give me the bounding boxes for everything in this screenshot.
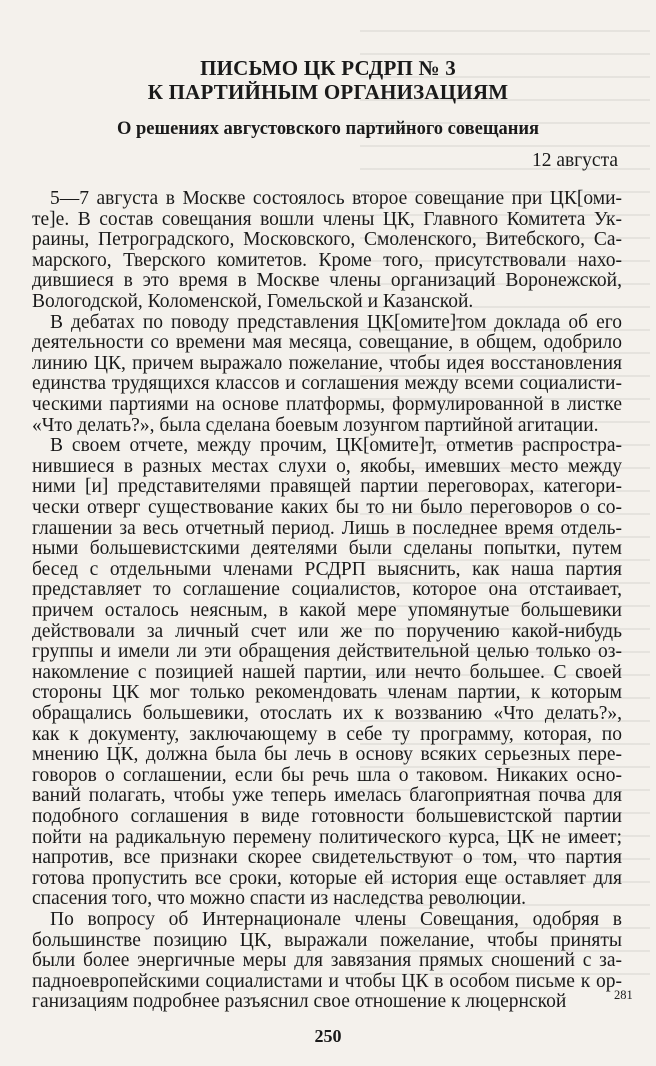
text-line: ганизациям подробнее разъяснил свое отношение к люцернской [32, 992, 567, 1013]
text-line: В дебатах по поводу представления ЦК[омите]том доклада об его [50, 312, 622, 333]
text-line: причем осталось неясным, в какой мере упомянутые большевики [32, 601, 622, 621]
document-subtitle: О решениях августовского партийного совещания [116, 119, 540, 139]
text-line: ческими партиями на основе платформы, формулированной в листке [32, 395, 622, 415]
text-line: представляет то соглашение социалистов, которое она отстаивает, [32, 580, 622, 601]
text-line: Вологодской, Коломенской, Гомельской и Казанской. [32, 292, 474, 312]
text-line: единства трудящихся классов и соглашения между всеми социалисти- [32, 374, 622, 395]
document-title-line-1: ПИСЬМО ЦК РСДРП № 3 [200, 56, 456, 80]
text-line: По вопросу об Интернационале члены Совещания, одобряя в [50, 910, 622, 930]
text-line: глашении за весь отчетный период. Лишь в последнее время отдель- [32, 518, 622, 539]
text-line: деятельности со времени мая месяца, совещание, в общем, одобрило [32, 333, 622, 354]
text-line: В своем отчете, между прочим, ЦК[омите]т, отметив распростра- [50, 436, 622, 457]
text-line: ваний полагать, чтобы уже теперь имелась благоприятная почва для [32, 786, 622, 807]
text-line: накомление с позицией нашей партии, или нечто большее. С своей [32, 662, 622, 683]
text-line: обращались большевики, отослать их к воззванию «Что делать?», [32, 704, 622, 724]
text-line: как к документу, заключающему в себе ту программу, которая, по [32, 724, 622, 745]
text-line: дившиеся в это время в Москве члены организаций Воронежской, [32, 271, 622, 292]
text-line: раины, Петроградского, Московского, Смоленского, Витебского, Са- [32, 230, 622, 251]
text-line: ними [и] представителями правящей партии переговорах, категори- [32, 477, 622, 498]
text-line: падноевропейскими социалистами и чтобы ЦК в особом письме к ор- [32, 971, 622, 992]
text-line: готова пропустить все сроки, которые ей история еще оставляет для [32, 868, 622, 889]
text-line: большинстве позицию ЦК, выражали пожелание, чтобы приняты [32, 930, 622, 951]
text-line: 5—7 августа в Москве состоялось второе совещание при ЦК[оми- [50, 189, 622, 209]
document-title-line-2: К ПАРТИЙНЫМ ОРГАНИЗАЦИЯМ [147, 80, 509, 104]
text-line: стороны ЦК мог только рекомендовать членам партии, к которым [32, 683, 622, 704]
text-line: марского, Тверского комитетов. Кроме того, присутствовали нахо- [32, 250, 622, 271]
text-line: те]е. В состав совещания вошли члены ЦК, Главного Комитета Ук- [32, 209, 622, 230]
page-number: 250 [314, 1026, 342, 1046]
text-line: были более энергичные меры для завязания прямых сношений с за- [32, 951, 622, 972]
text-line: напротив, все признаки скорее свидетельствуют о том, что партия [32, 848, 622, 869]
text-line: чески отверг существование каких бы то ни было переговоров о со- [32, 498, 622, 518]
text-line: группы и имели ли эти обращения действительной целью только оз- [32, 642, 622, 663]
text-line: бесед с отдельными членами РСДРП выяснить, как наша партия [32, 559, 622, 580]
document-date: 12 августа [531, 150, 618, 171]
text-line: мнению ЦК, должна была бы лечь в основу всяких серьезных пере- [32, 745, 622, 766]
footnote-reference: 281 [614, 988, 633, 1003]
text-line: линию ЦК, причем выражало пожелание, чтобы идея восстановления [32, 353, 622, 374]
text-line: «Что делать?», была сделана боевым лозунгом партийной агитации. [32, 415, 599, 436]
text-line: говоров о соглашении, если бы речь шла о таковом. Никаких осно- [32, 765, 622, 786]
text-line: спасения того, что можно спасти из наследства революции. [32, 889, 527, 910]
text-line: действовали за личный счет или же по поручению какой-нибудь [32, 621, 622, 642]
text-line: подобного соглашения в виде готовности большевистской партии [32, 807, 622, 827]
text-line: ными большевистскими деятелями были сделаны попытки, путем [32, 539, 622, 560]
text-line: пойти на радикальную перемену политического курса, ЦК не имеет; [32, 827, 622, 848]
text-line: нившиеся в разных местах слухи о, якобы, имевших место между [32, 456, 622, 477]
